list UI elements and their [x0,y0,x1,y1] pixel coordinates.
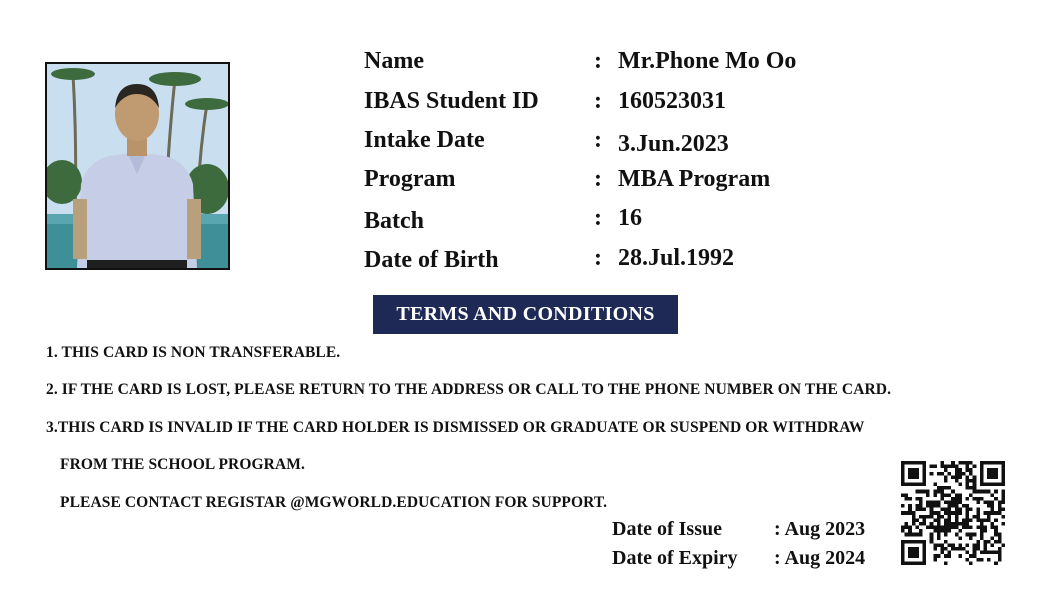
info-row-date-of-birth [364,247,924,281]
info-separator: : [594,48,602,74]
info-value: 16 [618,205,642,231]
support-contact: PLEASE CONTACT REGISTAR @MGWORLD.EDUCATION FOR SUPPORT. [60,494,608,511]
info-row-program [364,166,924,200]
terms-header: TERMS AND CONDITIONS [373,295,678,334]
term-line-2: 2. IF THE CARD IS LOST, PLEASE RETURN TO THE ADDRESS OR CALL TO THE PHONE NUMBER ON THE CARD. [46,381,892,398]
info-separator: : [594,205,602,231]
info-label: Date of Birth [364,247,499,273]
info-separator: : [594,166,602,192]
student-photo-image [47,64,228,268]
term-line-3: 3.THIS CARD IS INVALID IF THE CARD HOLDER IS DISMISSED OR GRADUATE OR SUSPEND OR WITHDRAW [46,419,865,436]
info-separator: : [594,88,602,114]
info-row-name [364,48,924,82]
date-of-issue-value: : Aug 2023 [774,518,866,540]
date-of-expiry-value: : Aug 2024 [774,547,866,569]
info-value: 28.Jul.1992 [618,245,735,271]
info-label: IBAS Student ID [364,88,539,114]
info-value: 3.Jun.2023 [618,131,729,157]
info-separator: : [594,127,602,153]
info-label: Name [364,48,424,74]
student-photo [45,62,230,270]
info-label: Batch [364,208,424,234]
date-of-expiry-row [612,547,882,573]
qr-code-icon [901,461,1005,565]
term-line-3-continued: FROM THE SCHOOL PROGRAM. [60,456,305,473]
info-label: Intake Date [364,127,485,153]
info-label: Program [364,166,456,192]
info-row-student-id [364,88,924,122]
date-of-issue-row [612,518,882,544]
info-value: 160523031 [618,88,726,114]
date-of-expiry-label: Date of Expiry [612,547,738,569]
qr-code-graphic [901,461,1005,565]
date-of-issue-label: Date of Issue [612,518,722,540]
term-line-1: 1. THIS CARD IS NON TRANSFERABLE. [46,344,341,361]
info-value: MBA Program [618,166,771,192]
info-separator: : [594,245,602,271]
info-row-intake-date [364,127,924,161]
info-value: Mr.Phone Mo Oo [618,48,797,74]
info-row-batch [364,205,924,242]
